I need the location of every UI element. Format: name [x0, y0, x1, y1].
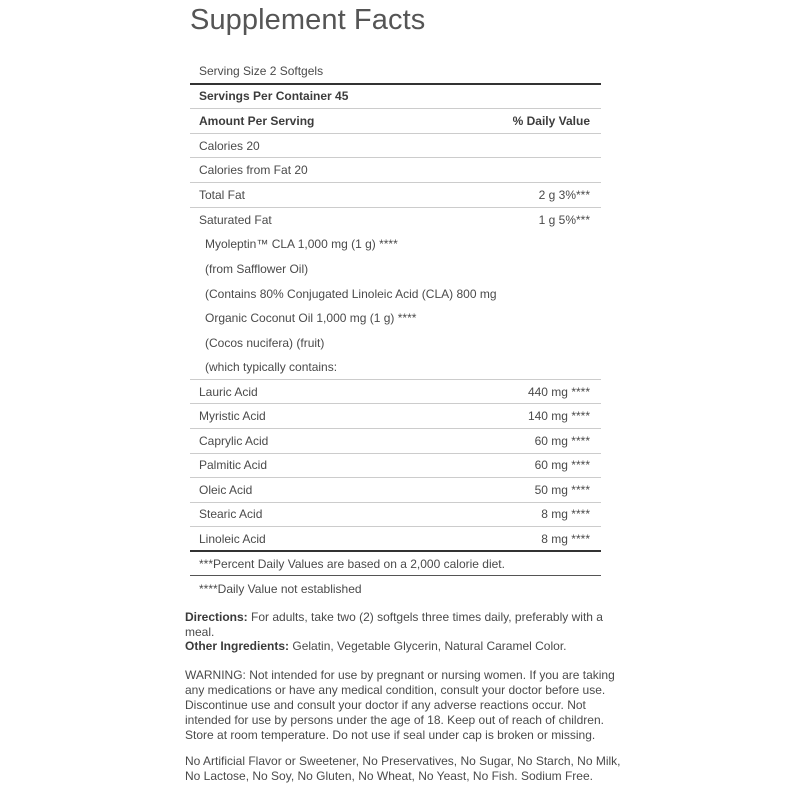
- servings-per-container-row: [190, 85, 601, 110]
- nutrient-value: 60 mg ****: [534, 458, 590, 473]
- nutrient-label: Caprylic Acid: [199, 433, 269, 448]
- nutrient-value: 2 g 3%***: [538, 187, 590, 202]
- nutrient-value: 8 mg ****: [541, 507, 590, 522]
- table-row: [190, 331, 601, 356]
- nutrient-value: 60 mg ****: [534, 433, 590, 448]
- nutrient-label: Organic Coconut Oil 1,000 mg (1 g) ****: [205, 311, 417, 326]
- table-row: [190, 281, 601, 306]
- table-row: [190, 527, 601, 552]
- nutrient-label: Myristic Acid: [199, 409, 266, 424]
- nutrient-label: Total Fat: [199, 187, 246, 202]
- header-amount-per-serving: Amount Per Serving: [199, 113, 315, 128]
- supplement-facts-table: [190, 60, 601, 601]
- directions: [185, 610, 625, 640]
- table-header-row: [190, 109, 601, 134]
- table-row: [190, 454, 601, 479]
- other-ingredients: [185, 639, 625, 654]
- other-ingredients-text: Gelatin, Vegetable Glycerin, Natural Caramel Color.: [292, 639, 567, 653]
- page-title: Supplement Facts: [190, 4, 426, 36]
- footnote-text: ***Percent Daily Values are based on a 2,000 calorie diet.: [199, 556, 505, 571]
- nutrient-label: Calories 20: [199, 138, 260, 153]
- nutrient-label: Stearic Acid: [199, 507, 263, 522]
- nutrient-value: 440 mg ****: [527, 384, 590, 399]
- servings-per-container: Servings Per Container 45: [199, 89, 349, 104]
- nutrient-label: (from Safflower Oil): [205, 262, 309, 277]
- nutrient-value: 50 mg ****: [534, 482, 590, 497]
- table-row: [190, 478, 601, 503]
- table-row: [190, 134, 601, 159]
- nutrient-label: (Contains 80% Conjugated Linoleic Acid (CLA) 800 mg: [205, 286, 497, 301]
- other-ingredients-label: Other Ingredients:: [185, 639, 290, 653]
- serving-size-row: [190, 60, 601, 85]
- serving-size: Serving Size 2 Softgels: [199, 64, 324, 79]
- nutrient-value: 1 g 5%***: [538, 212, 590, 227]
- table-row: [190, 257, 601, 282]
- table-row: [190, 306, 601, 331]
- header-daily-value: % Daily Value: [512, 113, 590, 128]
- nutrient-label: Palmitic Acid: [199, 458, 268, 473]
- nutrient-label: (Cocos nucifera) (fruit): [205, 335, 325, 350]
- nutrient-label: Myoleptin™ CLA 1,000 mg (1 g) ****: [205, 237, 398, 252]
- table-row: [190, 183, 601, 208]
- footnote-daily-values: [190, 552, 601, 577]
- nutrient-value: 140 mg ****: [527, 409, 590, 424]
- table-row: [190, 380, 601, 405]
- free-from-statement: No Artificial Flavor or Sweetener, No Preservatives, No Sugar, No Starch, No Milk, No Lactose, No Soy, No Gluten, No Wheat, No Yeast, No Fish. Sodium Free.: [185, 754, 621, 783]
- directions-label: Directions:: [185, 610, 248, 624]
- nutrient-value: 8 mg ****: [541, 531, 590, 546]
- table-row: [190, 208, 601, 233]
- nutrient-label: (which typically contains:: [205, 359, 338, 374]
- nutrient-label: Saturated Fat: [199, 212, 272, 227]
- nutrient-label: Oleic Acid: [199, 482, 253, 497]
- nutrient-label: Linoleic Acid: [199, 531, 266, 546]
- table-row: [190, 503, 601, 528]
- table-row: [190, 355, 601, 380]
- table-row: [190, 158, 601, 183]
- footnote-not-established: [190, 576, 601, 601]
- directions-text: For adults, take two (2) softgels three times daily, preferably with a meal.: [185, 610, 603, 639]
- table-row: [190, 404, 601, 429]
- warning-text: WARNING: Not intended for use by pregnant or nursing women. If you are taking any medications or have any medical condition, consult your doctor before use. Discontinue use and consult your doctor if any adverse reactions occur. Not intended for use by persons under the age of 18. Keep out of reach of children. Store at room temperature. Do not use if seal under cap is broken or missing.: [185, 668, 615, 742]
- nutrient-label: Calories from Fat 20: [199, 163, 308, 178]
- table-row: [190, 429, 601, 454]
- table-row: [190, 232, 601, 257]
- footnote-text: ****Daily Value not established: [199, 581, 362, 596]
- nutrient-label: Lauric Acid: [199, 384, 258, 399]
